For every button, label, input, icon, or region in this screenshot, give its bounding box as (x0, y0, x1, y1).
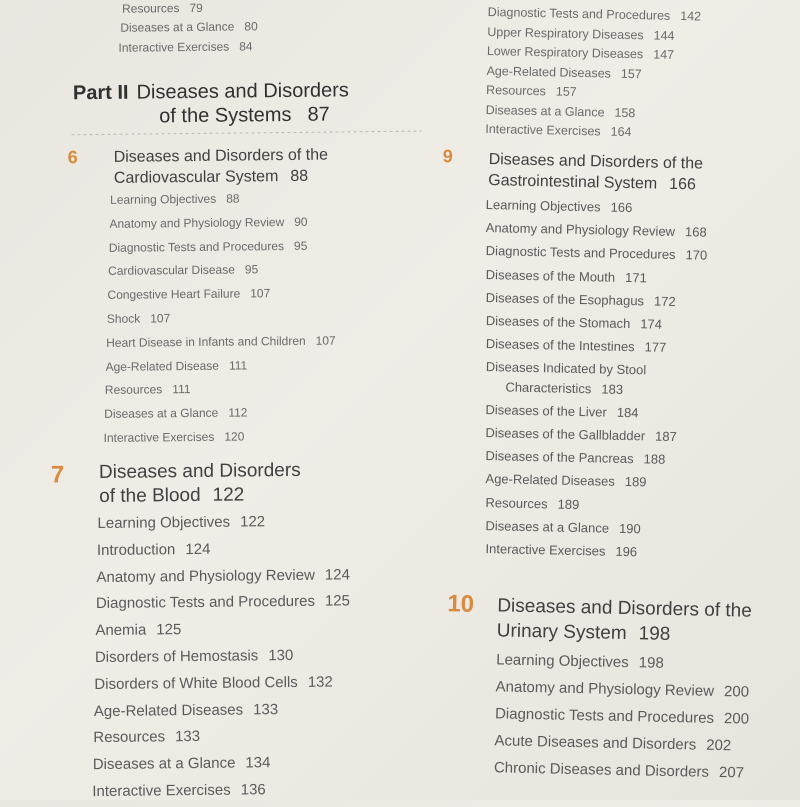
toc-entry-label: Resources (104, 382, 163, 398)
toc-entry-page: 122 (239, 513, 266, 531)
toc-entry (486, 267, 647, 285)
chapter-number: 6 (67, 147, 78, 168)
toc-entry-label: Diagnostic Tests and Procedures (485, 243, 676, 263)
toc-entry-label: Diseases at a Glance (104, 405, 219, 422)
toc-entry-label: Diagnostic Tests and Procedures (494, 705, 715, 727)
toc-entry-label: Diseases at a Glance (485, 102, 605, 119)
toc-entry-page: 187 (654, 428, 677, 445)
toc-entry (96, 566, 350, 586)
toc-entry-page: 107 (315, 333, 336, 348)
toc-entry (97, 513, 265, 532)
toc-entry-page: 172 (653, 293, 676, 309)
toc-entry (106, 333, 336, 349)
toc-entry (485, 122, 631, 139)
toc-entry-page: 90 (294, 214, 308, 229)
toc-entry (488, 5, 702, 23)
toc-entry (486, 313, 663, 332)
chapter-title: Diseases and Disorders of the Urinary System 198 (496, 595, 753, 645)
toc-entry-page: 147 (653, 47, 675, 62)
toc-entry (104, 429, 245, 444)
toc-entry-label: Age-Related Diseases (486, 63, 612, 81)
toc-entry-label: Diseases of the Gallbladder (485, 425, 646, 444)
toc-entry (109, 215, 307, 231)
toc-entry-label: Interactive Exercises (103, 429, 215, 445)
toc-entry-label: Diseases at a Glance (92, 754, 236, 774)
toc-entry-label: Disorders of Hemostasis (94, 647, 259, 667)
toc-entry-label: Anatomy and Physiology Review (96, 566, 315, 586)
toc-entry-page: 157 (555, 84, 577, 99)
toc-entry (485, 471, 646, 489)
toc-entry-label: Age-Related Diseases (93, 701, 244, 720)
toc-entry-label: Disorders of White Blood Cells (94, 673, 298, 693)
toc-entry (486, 336, 667, 355)
toc-entry-label: Interactive Exercises (485, 541, 606, 559)
toc-entry-label: Diseases of the Stomach (485, 313, 631, 332)
toc-entry-page: 177 (644, 339, 667, 356)
toc-entry-page: 120 (224, 429, 245, 444)
toc-entry-label: Upper Respiratory Diseases (487, 24, 644, 42)
toc-entry-label: Introduction (96, 540, 176, 559)
toc-entry-label: Congestive Heart Failure (107, 286, 241, 303)
toc-entry (107, 286, 270, 302)
toc-entry-label: Learning Objectives (110, 191, 217, 207)
toc-entry (485, 495, 579, 512)
toc-entry (486, 290, 676, 309)
toc-entry: Resources 79 (122, 0, 203, 16)
toc-entry (93, 728, 200, 746)
toc-entry (94, 673, 333, 692)
toc-entry-page: 189 (624, 474, 647, 490)
toc-entry-page: 107 (250, 286, 271, 301)
toc-entry (495, 705, 749, 727)
part-heading-line2: of the Systems 87 (159, 103, 330, 128)
toc-entry (486, 359, 647, 377)
toc-entry-label: Anatomy and Physiology Review (495, 678, 715, 700)
toc-entry-page: 142 (680, 9, 702, 24)
toc-entry (105, 382, 191, 397)
toc-entry (97, 541, 211, 559)
toc-entry-page: 95 (244, 262, 259, 277)
toc-entry-label: Learning Objectives (97, 513, 231, 533)
toc-entry-page: 112 (228, 405, 248, 420)
toc-entry (92, 781, 266, 800)
toc-entry-label: Diseases of the Intestines (485, 336, 635, 355)
divider (71, 131, 421, 136)
toc-entry-page: 136 (240, 781, 266, 799)
toc-entry-page: 111 (172, 382, 191, 397)
toc-entry-page: 200 (723, 710, 750, 728)
toc-entry-page: 111 (228, 358, 248, 373)
toc-entry-page: 164 (610, 124, 632, 140)
chapter-8-entries (440, 0, 800, 140)
toc-entry-label: Cardiovascular Disease (108, 262, 235, 279)
toc-entry-label: Resources (93, 728, 166, 747)
toc-entry-page: 166 (610, 199, 633, 216)
toc-entry (486, 83, 577, 99)
toc-entry (487, 25, 674, 43)
toc-entry-label: Age-Related Disease (105, 358, 220, 374)
toc-entry-label: Interactive Exercises (92, 781, 231, 801)
toc-entry-page: 125 (156, 621, 182, 639)
toc-entry-page: 134 (245, 754, 271, 772)
toc-entry (487, 44, 674, 62)
toc-entry-page: 168 (684, 224, 707, 240)
toc-entry-page: 184 (616, 404, 639, 421)
toc-entry (110, 192, 240, 207)
toc-entry (95, 621, 181, 639)
toc-entry (93, 754, 271, 773)
chapter-number: 9 (442, 146, 453, 167)
toc-entry-label: Diseases Indicated by Stool (485, 359, 647, 378)
toc-entry-page: 174 (640, 316, 663, 332)
toc-entry (496, 651, 664, 672)
toc-entry (486, 102, 636, 119)
toc-entry (485, 541, 637, 559)
toc-entry-label: Acute Diseases and Disorders (494, 732, 697, 754)
right-column (423, 0, 800, 807)
toc-entry-page: 133 (252, 700, 279, 718)
toc-entry-continued (505, 379, 623, 396)
toc-entry-label: Diseases of the Esophagus (485, 289, 645, 309)
toc-entry-label: Heart Disease in Infants and Children (106, 333, 306, 350)
toc-entry-page: 158 (614, 105, 636, 120)
toc-entry-label: Anatomy and Physiology Review (485, 220, 676, 240)
toc-entry-page: 125 (324, 592, 351, 611)
toc-entry: Diseases at a Glance 80 (120, 19, 258, 35)
toc-entry-label: Learning Objectives (485, 197, 601, 215)
toc-entry-page: 183 (601, 381, 624, 397)
toc-entry-page: 132 (307, 673, 333, 691)
toc-entry-label: Age-Related Diseases (485, 471, 615, 490)
toc-entry-label: Anatomy and Physiology Review (109, 214, 285, 231)
toc-entry: Interactive Exercises 84 (118, 39, 253, 55)
toc-entry-page: 130 (268, 646, 294, 665)
toc-entry-label: Interactive Exercises (485, 121, 601, 139)
toc-entry (485, 402, 638, 420)
toc-entry-page: 189 (557, 496, 580, 512)
toc-entry (94, 701, 278, 720)
chapter-title: Diseases and Disorders of the Blood 122 (98, 459, 301, 507)
toc-entry (486, 63, 641, 80)
toc-entry (494, 732, 731, 754)
toc-entry-page: 144 (653, 27, 675, 43)
toc-entry-page: 207 (718, 764, 745, 782)
toc-entry-page: 171 (624, 269, 647, 285)
toc-entry-label: Shock (106, 311, 141, 326)
toc-entry (486, 220, 707, 240)
toc-entry-label: Learning Objectives (496, 651, 629, 672)
toc-entry-page: 190 (618, 520, 641, 537)
toc-entry (485, 425, 677, 444)
toc-entry (494, 759, 744, 781)
toc-entry-label: Diseases of the Mouth (485, 266, 616, 285)
toc-entry-page: 124 (324, 565, 350, 584)
toc-entry-page: 95 (293, 238, 308, 253)
toc-entry-label: Resources (485, 494, 548, 511)
toc-entry-page: 133 (174, 728, 201, 746)
toc-entry-page: 124 (185, 540, 211, 558)
chapter-number: 10 (447, 590, 475, 618)
toc-entry-label: Anemia (95, 621, 147, 640)
toc-entry-page: 200 (723, 683, 750, 701)
toc-entry (96, 593, 350, 613)
part-heading: Part II Diseases and Disorders (72, 79, 349, 105)
toc-entry (485, 518, 641, 536)
toc-entry-label: Diseases of the Pancreas (485, 448, 634, 467)
toc-entry-page: 188 (643, 451, 666, 468)
toc-entry-label: Characteristics (505, 379, 592, 396)
toc-entry-label: Chronic Diseases and Disorders (493, 759, 710, 781)
toc-entry (485, 448, 665, 467)
toc-entry-label: Resources (485, 82, 547, 99)
chapter-title: Diseases and Disorders of the Cardiovascular System 88 (113, 146, 329, 187)
toc-entry-label: Lower Respiratory Diseases (486, 43, 644, 62)
toc-entry (486, 243, 708, 263)
toc-entry (109, 238, 308, 254)
toc-entry-page: 196 (615, 543, 638, 560)
toc-entry-label: Diseases at a Glance (485, 517, 610, 536)
toc-entry (495, 678, 749, 700)
toc-entry-page: 198 (638, 654, 664, 672)
toc-entry (107, 311, 171, 326)
toc-entry (108, 263, 258, 279)
toc-entry-page: 157 (620, 66, 642, 81)
toc-entry-page: 88 (226, 191, 240, 206)
toc-entry-page: 107 (150, 311, 171, 326)
toc-entry (486, 197, 633, 215)
toc-entry-label: Diseases of the Liver (485, 401, 607, 420)
chapter-number: 7 (50, 461, 65, 489)
toc-entry-page: 202 (706, 736, 732, 755)
toc-entry (104, 406, 247, 421)
toc-entry-label: Diagnostic Tests and Procedures (487, 5, 671, 23)
chapter-title: Diseases and Disorders of the Gastrointestinal System 166 (488, 151, 704, 194)
toc-entry (105, 358, 247, 373)
toc-entry-label: Diagnostic Tests and Procedures (108, 238, 285, 255)
toc-entry-page: 170 (685, 247, 708, 264)
toc-entry (95, 647, 294, 666)
toc-entry-label: Diagnostic Tests and Procedures (95, 593, 316, 613)
